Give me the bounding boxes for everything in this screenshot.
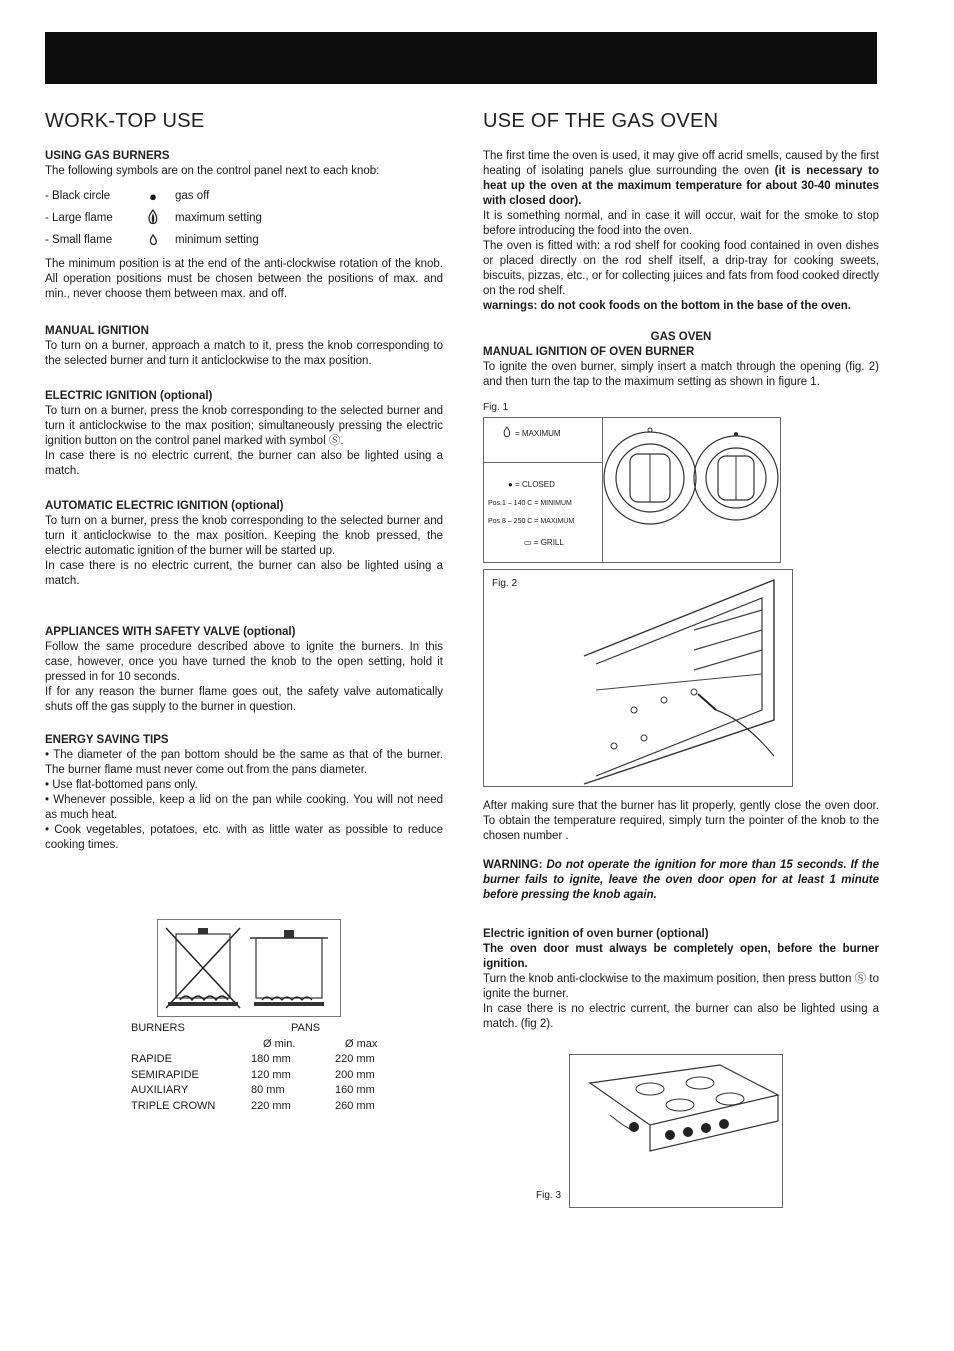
using-gas-burners-heading: USING GAS BURNERS [45, 150, 170, 162]
electric-ignition-text: To turn on a burner, press the knob corresponding to the selected burner and turn it anticlockwise to the max position; simultaneously pressing the electric ignition button on the control panel marked with symbol Ⓢ. [45, 405, 443, 447]
min-position-text: The minimum position is at the end of the anti-clockwise rotation of the knob. All operation positions must be chosen between the positions of max. and min., never choose them between max. and off. [45, 258, 443, 300]
symbol-row-gas-off: - Black circle ● gas off [45, 188, 210, 204]
black-circle-icon: ● [149, 188, 157, 204]
electric-ignition-text-2: In case there is no electric current, the burner can also be lighted using a match. [45, 450, 443, 477]
safety-valve-text-2: If for any reason the burner flame goes out, the safety valve automatically shuts off the gas supply to the burner in question. [45, 686, 443, 713]
automatic-ignition-heading: AUTOMATIC ELECTRIC IGNITION (optional) [45, 500, 284, 512]
gas-oven-title: USE OF THE GAS OVEN [483, 110, 719, 132]
oven-opening-illustration [484, 570, 792, 786]
gas-oven-heading: GAS OVEN [650, 331, 712, 343]
manual-oven-ignition-text: To ignite the oven burner, simply insert a match through the opening (fig. 2) and then turn the tap to the maximum setting as shown in figure 1. [483, 361, 879, 388]
ignition-warning: WARNING: Do not operate the ignition for more than 15 seconds. If the burner fails to ignite, leave the oven door open for at least 1 minute before pressing the knob again. [483, 859, 879, 901]
pans-table: BURNERS PANS Ø min. Ø max RAPIDE 180 mm 220 mm SEMIRAPIDE 120 mm 200 mm AUXILIARY 80 mm 160 mm TRIPLE CROWN 220 mm 260 mm [131, 1021, 385, 1114]
oven-knobs-illustration [602, 418, 780, 562]
large-flame-icon [131, 209, 175, 228]
fig1-legend: = MAXIMUM ● = CLOSED Pos.1 – 140 C = MINIMUM Pos.8 – 250 C = MAXIMUM ▭ = GRILL [484, 418, 603, 562]
hob-illustration [570, 1055, 782, 1207]
electric-ignition-heading: ELECTRIC IGNITION (optional) [45, 390, 213, 402]
table-row: RAPIDE 180 mm 220 mm [131, 1053, 375, 1065]
table-row: AUXILIARY 80 mm 160 mm [131, 1084, 375, 1096]
fig1-label: Fig. 1 [483, 402, 509, 413]
table-row: SEMIRAPIDE 120 mm 200 mm [131, 1068, 375, 1081]
oven-intro-text: The first time the oven is used, it may give off acrid smells, caused by the first heating of isolating panels glue surrounding the oven (it is necessary to heat up the oven at the maximum temperature for about 30-40 minutes with closed door). [483, 150, 879, 207]
energy-saving-heading: ENERGY SAVING TIPS [45, 734, 169, 746]
figure-2 [483, 569, 793, 787]
spark-icon: Ⓢ [328, 435, 341, 447]
energy-tip: • Cook vegetables, potatoes, etc. with as little water as possible to reduce cooking times. [45, 824, 443, 851]
figure-1 [483, 417, 781, 563]
symbol-row-min: - Small flame minimum setting [45, 229, 443, 251]
manual-ignition-text: To turn on a burner, approach a match to it, press the knob corresponding to the selected burner and turn it anticlockwise to the max position. [45, 340, 443, 367]
manual-ignition-heading: MANUAL IGNITION [45, 325, 149, 337]
oven-intro-text-3: The oven is fitted with: a rod shelf for cooking food contained in oven dishes or placed directly on the rod shelf itself, a drip-tray for cooking sweets, biscuits, pizzas, etc., or for collecting juices and fats from food cooked directly on the rod shelf. [483, 240, 879, 297]
electric-oven-text-2: In case there is no electric current, the burner can also be lighted using a match. (fig 2). [483, 1003, 879, 1030]
after-ignition-text: After making sure that the burner has lit properly, gently close the oven door. To obtain the temperature required, simply turn the pointer of the knob to the chosen number . [483, 800, 879, 842]
automatic-ignition-text: To turn on a burner, press the knob corresponding to the selected burner and turn it anticlockwise to the max position. Keeping the knob pressed, the electric automatic ignition of the burner will be started up. [45, 515, 443, 557]
bottom-warning: warnings: do not cook foods on the bottom in the base of the oven. [483, 300, 851, 312]
table-row: TRIPLE CROWN 220 mm 260 mm [131, 1099, 375, 1112]
oven-intro-text-2: It is something normal, and in case it will occur, wait for the smoke to stop before introducing the food into the oven. [483, 210, 879, 237]
pans-illustration [157, 919, 341, 1017]
fig3-label: Fig. 3 [536, 1190, 562, 1201]
small-flame-icon [131, 232, 175, 249]
fig2-label: Fig. 2 [492, 578, 518, 589]
symbol-row-max: - Large flame maximum setting [45, 207, 443, 229]
manual-oven-ignition-heading: MANUAL IGNITION OF OVEN BURNER [483, 346, 695, 358]
electric-oven-ignition-heading: Electric ignition of oven burner (optional) [483, 928, 709, 940]
large-flame-icon [502, 426, 512, 440]
safety-valve-heading: APPLIANCES WITH SAFETY VALVE (optional) [45, 626, 296, 638]
gas-oven-column [483, 110, 879, 1208]
energy-tip: • The diameter of the pan bottom should be the same as that of the burner. The burner flame must never come out from the pans diameter. [45, 749, 443, 776]
figure-3 [536, 1054, 783, 1208]
energy-tip: • Use flat-bottomed pans only. [45, 779, 198, 791]
grill-icon: ▭ [524, 538, 532, 547]
black-circle-icon: ● [508, 480, 513, 489]
header-bar [45, 32, 877, 84]
spark-icon: Ⓢ [854, 973, 867, 985]
safety-valve-text: Follow the same procedure described above to ignite the burners. In this case, however, once you have turned the knob to the open setting, hold it pressed in for 10 seconds. [45, 641, 443, 683]
work-top-use-title: WORK-TOP USE [45, 110, 205, 132]
automatic-ignition-text-2: In case there is no electric current, the burner can also be lighted using a match. [45, 560, 443, 587]
electric-oven-text: Turn the knob anti-clockwise to the maximum position, then press button Ⓢ to ignite the burner. [483, 973, 879, 1000]
symbol-list [45, 185, 443, 251]
work-top-use-column [45, 110, 443, 1114]
electric-oven-bold: The oven door must always be completely open, before the burner ignition. [483, 943, 879, 970]
using-intro: The following symbols are on the control panel next to each knob: [45, 165, 380, 177]
energy-tip: • Whenever possible, keep a lid on the pan while cooking. You will not need as much heat. [45, 794, 443, 821]
